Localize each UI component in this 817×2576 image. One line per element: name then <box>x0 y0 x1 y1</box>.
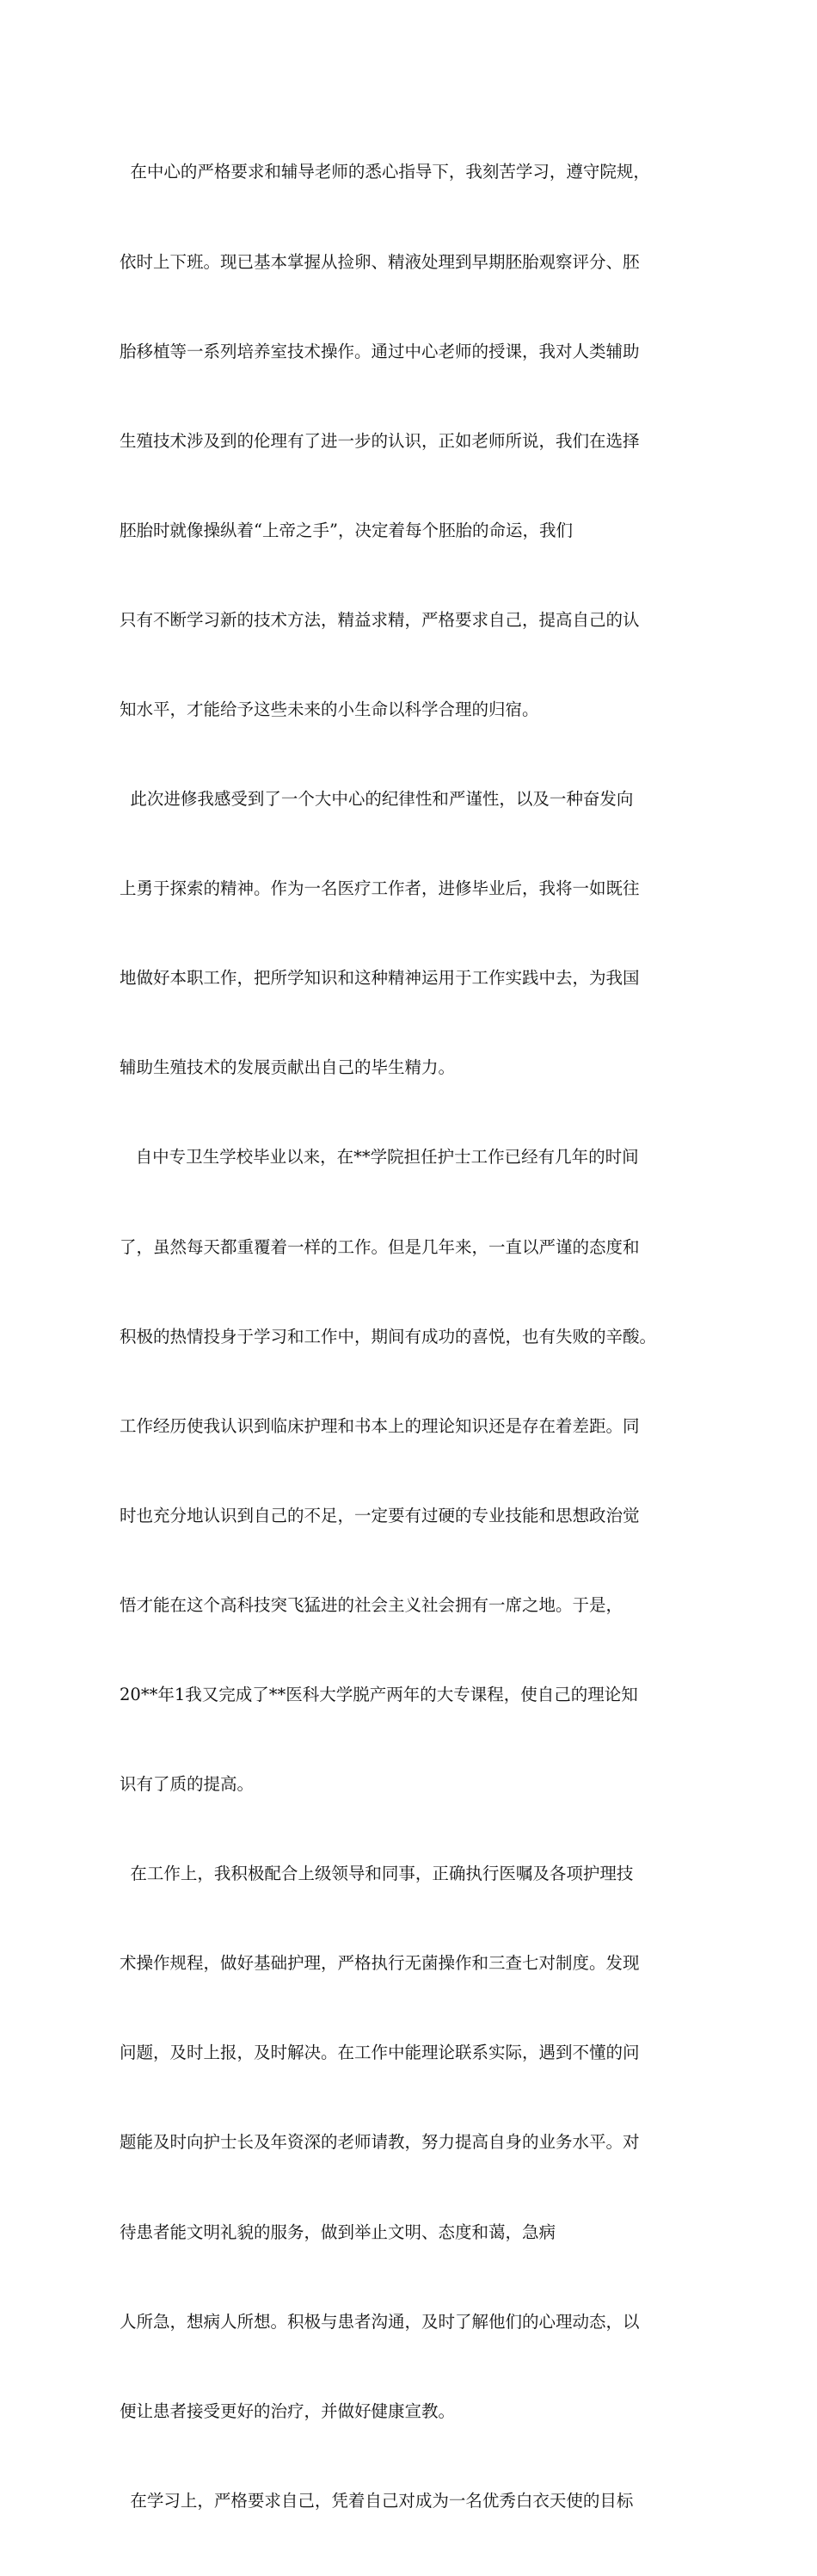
text-line: 问题，及时上报，及时解决。在工作中能理论联系实际，遇到不懂的问 <box>120 2043 640 2063</box>
text-line: 辅助生殖技术的发展贡献出自己的毕生精力。 <box>120 1057 456 1078</box>
text-line: 生殖技术涉及到的伦理有了进一步的认识，正如老师所说，我们在选择 <box>120 430 640 451</box>
text-line: 上勇于探索的精神。作为一名医疗工作者，进修毕业后，我将一如既往 <box>120 878 640 899</box>
text-line: 知水平，才能给予这些未来的小生命以科学合理的归宿。 <box>120 699 539 719</box>
text-line: 20**年1我又完成了**医科大学脱产两年的大专课程，使自己的理论知 <box>120 1685 638 1704</box>
text-line: 术操作规程，做好基础护理，严格执行无菌操作和三查七对制度。发现 <box>120 1953 640 1974</box>
text-line: 工作经历使我认识到临床护理和书本上的理论知识还是存在着差距。同 <box>120 1415 640 1436</box>
text-line: 时也充分地认识到自己的不足，一定要有过硬的专业技能和思想政治觉 <box>120 1505 640 1525</box>
text-line: 人所急，想病人所想。积极与患者沟通，及时了解他们的心理动态，以 <box>120 2311 640 2332</box>
document-body <box>120 98 704 2576</box>
text-line: 待患者能文明礼貌的服务，做到举止文明、态度和蔼，急病 <box>120 2222 556 2242</box>
text-line: 胚胎时就像操纵着“上帝之手”，决定着每个胚胎的命运，我们 <box>120 520 573 540</box>
text-line: 地做好本职工作，把所学知识和这种精神运用于工作实践中去，为我国 <box>120 968 640 989</box>
text-line: 胎移植等一系列培养室技术操作。通过中心老师的授课，我对人类辅助 <box>120 341 640 361</box>
text-line: 在工作上，我积极配合上级领导和同事，正确执行医嘱及各项护理技 <box>120 1864 634 1884</box>
text-line: 在学习上，严格要求自己，凭着自己对成为一名优秀白衣天使的目标 <box>120 2490 634 2511</box>
text-line: 在中心的严格要求和辅导老师的悉心指导下，我刻苦学习，遵守院规， <box>120 162 650 182</box>
text-line: 题能及时向护士长及年资深的老师请教，努力提高自身的业务水平。对 <box>120 2132 640 2153</box>
text-line: 识有了质的提高。 <box>120 1774 255 1795</box>
text-line: 便让患者接受更好的治疗，并做好健康宣教。 <box>120 2400 456 2421</box>
text-line: 依时上下班。现已基本掌握从捡卵、精液处理到早期胚胎观察评分、胚 <box>120 251 640 272</box>
text-line: 只有不断学习新的技术方法，精益求精，严格要求自己，提高自己的认 <box>120 609 640 630</box>
text-line: 了，虽然每天都重覆着一样的工作。但是几年来，一直以严谨的态度和 <box>120 1236 640 1257</box>
text-line: 积极的热情投身于学习和工作中，期间有成功的喜悦，也有失败的辛酸。 <box>120 1326 657 1347</box>
text-line: 自中专卫生学校毕业以来，在**学院担任护士工作已经有几年的时间 <box>120 1147 639 1168</box>
text-line: 悟才能在这个高科技突飞猛进的社会主义社会拥有一席之地。于是， <box>120 1594 624 1615</box>
text-line: 此次进修我感受到了一个大中心的纪律性和严谨性，以及一种奋发向 <box>120 789 634 810</box>
